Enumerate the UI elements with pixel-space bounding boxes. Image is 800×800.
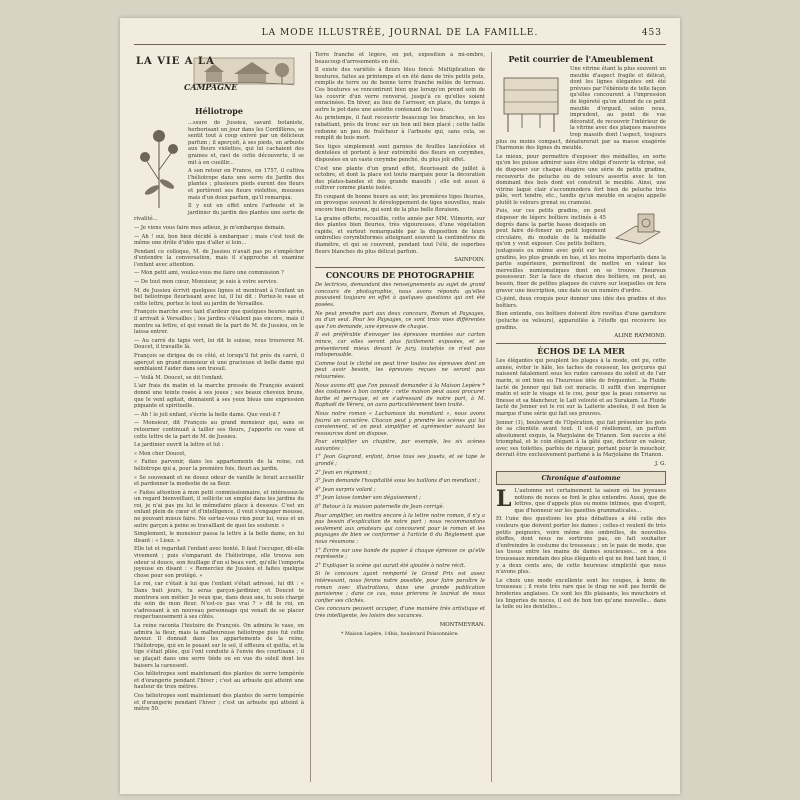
- article-paragraph: La reine raconta l'histoire de François. On admira le vase, on admira la fleur, mais la malheureuse héliotrope puis fut cette faveur. Il donnait dans les appartements de la reine, l'héliotrope, qui en le posant sur le sol, il effleura et quitta, et la tige s'était pliée, qui l'ont conduite à l'envie des courtisans ; il se plaçait dans une serre tiède ou en vue du soleil dont les baisers la caressent.: [134, 622, 304, 669]
- article-paragraph: ...ssure de Jussieu, savant botaniste, herborisant un jour dans les Cordillères, se sentit tout à coup enivré par un délicieux parfum ; il aperçoit, à ses pieds, un arbuste aux fleurs violettes, qui lui cachaient des graines et, ravi de cette découverte, il se mit à en cueillir...: [188, 120, 304, 166]
- concours-paragraph: Pour amplifier, on mettra encore à la lettre notre roman, il n'y a pas besoin d'explication de notre part ; nous recommandons seulement aux amateurs qui concourent pour le roman et les paysages de bien se conformer à l'article 6 du Règlement que nous résumons :: [315, 512, 485, 545]
- concours-paragraph: Si le concours ayant remporté le Grand Prix est assez intéressant, nous ferons notre possible, pour faire paraître le roman avec illustrations, dans une grande publication parisienne ; dans ce cas, nous prierons le lauréat de nous confier ses clichés.: [315, 571, 485, 604]
- article-paragraph: « Faites attention à mon petit commissionnaire, et intéressez-le un regard bienveillant, il sollicite un emploi dans les jardins du roi, je n'ai pas pu lui le mêmefaire place à dessous. C'est un enfant plein de cœur et d'intelligence, il veut s'engager mousse, ne pouvant mieux faire. Ne sortez-vous rien pour lui, vous et un autre garçon à peine se travaillant de quoi les soutenir. »: [134, 489, 304, 529]
- article-paragraph: — Mon petit ami, voulez-vous me faire une commission ?: [134, 270, 284, 277]
- column-3: [496, 52, 666, 782]
- concours-paragraph: Comme tout le cliché on peut tirer toutes les épreuves dont on peut avoir besoin, les épreuves reçues ne seront pas retournées.: [315, 360, 485, 380]
- article-paragraph: « Mon cher Doucet,: [134, 450, 187, 457]
- article-paragraph: En coupant de bonne heure au soir, les premières tiges fleuries, on provoque souvent le développement de tiges nouvelles, mais encore bien fleuries, qui sont de la plus belle floraison.: [315, 193, 485, 214]
- concours-list-item: 4° Jean surpris volant ;: [315, 486, 376, 493]
- article-paragraph: François se dirigea de ce côté, et lorsqu'il fut près du carré, il aperçut un grand monsieur et une gracieuse et belle dame qui semblaient l'aider dans son travail.: [134, 353, 304, 373]
- article-paragraph: François marche avec tant d'ardeur que quelques heures après, il arrivait à Versailles ; les jardins s'étalent pas encore, mais il montre sa lettre, et qui venait de la part de M. de Jussieu, on le laissa entrer.: [134, 309, 304, 336]
- chronique-paragraph: Et l'une des questions les plus débattues a été celle des couleurs que doivent porter les dames ; celles-ci veulent de très petits peignoirs, voire même des ombrelles, de nouvelles étoffes, dont nous ne sortirons pas, on fait souhaiter d'enfreindre le costume du trousseau ; on le paie de mode, que les tissus entre les mains de dames soucieuses... on a des trousseaux mondain des plus élégants et qui ne font tant bien, il y a deux cents ans, de cette heureuse simplicité que nous n'avons plus.: [496, 516, 666, 576]
- concours-list-item: 6° Retour à la maison paternelle de Jean corrigé.: [315, 504, 445, 511]
- medal-box-sketch: [610, 208, 666, 248]
- newspaper-page: [120, 18, 680, 794]
- chronique-paragraph: [496, 488, 666, 514]
- column-divider: [491, 52, 492, 782]
- article-paragraph: — Au carré du tapis vert, loi dit le suisse, vous trouverez M. Doucet, il travaille là.: [134, 337, 304, 351]
- concours-title: CONCOURS DE PHOTOGRAPHIE: [325, 270, 475, 281]
- article-paragraph: Puis, sur ces petits gradins, on peut disposer de légers boîtiers inclinés à 45 degrés dans la partie basse desquels on peut faire dé-fonser un petit logement circulaire, du module de la médaille qu'on y veut exposer. Ces petits boîtiers, juxtaposés ou même avec goût sur les gradins, les plus grands en bas, et les moins importants dans la partie supérieure, permettront de mettre en valeur les merveilles numismatiques dont on se trouve l'heureux possesseur. Sur la face de chacun des boîtiers, on peut, au besoin, fixer de petites plaques de cuivre sur lesquelles on fera graver une inscription, une date ou un numéro d'ordre.: [496, 208, 666, 294]
- page-number: 453: [641, 28, 662, 38]
- ameublement-title: Petit courrier de l'Ameublement: [508, 54, 654, 64]
- drop-cap-ornament: L: [496, 486, 512, 513]
- concours-paragraph: Nous notre roman « Lachamoun du mendiant », nous avons fourni un caractère. Chacun peut y prendre les scènes qui lui conviennent, et on peut simplifier et agrémenter suivant les ressources dont on dispose.: [315, 410, 485, 437]
- footnote: * Maison Lepère, 14bis, boulevard Poissonnière.: [341, 631, 459, 637]
- article-paragraph: Le jardinier ouvrit la lettre et lut :: [134, 442, 224, 449]
- article-paragraph: L'air frais du matin et la marche pressée de François avaient donné une teinte rosée à ses joues ; ses beaux cheveux bruns, que le vent agitait, donnaient à ses yeux bleus une expression piquante et spirituelle.: [134, 383, 304, 410]
- article-paragraph: Les élégantes qui peuplent les plages à la mode, ont pu, cette année, éviter le hâle, les taches de rousseur, les gerçures qui naissent fatalement sous les rudes caresses du soleil et de l'air marin, si ont bien eu l'heureuse idée de fréquenter... la Fluide lacté de Jenner qui fait cet miracle. Il suffit d'en imprégner matin et soir le visage et le cou, pour que la peau conserve sa finesse et sa blancheur, le Lait velouté et au Surakam. Le Fluide lacté de Jenner est le roi sur la Laiterie absolue, il est bien la marque d'une série qui fait ses preuves.: [496, 358, 666, 417]
- article-paragraph: Pendant ce colloque, M. de Jussieu n'avait pas pu s'empêcher d'entendre la conversation, mais il s'approche et examine l'enfant avec attention.: [134, 248, 304, 268]
- concours-list-item: 1° Écrire sur une bande de papier à chaque épreuve ce qu'elle représente ;: [315, 547, 485, 561]
- article-paragraph: Au printemps, il faut recouvrir beaucoup les branches, en les rabattant, près du tronc sur un bon œil bien placé ; cette taille redonne un peu de fraîcheur à l'arbuste qui, sans cela, se remplit de bois mort.: [315, 115, 485, 142]
- article-paragraph: Bien entendu, ces boîtiers doivent être revêtus d'une garniture (peluche ou velours), appareillée à l'étoffe qui recouvre les gradins.: [496, 311, 666, 331]
- article-paragraph: — De tout mon cœur, Monsieur, je suis à votre service.: [134, 279, 279, 286]
- article-paragraph: « Se souvenant et ne douez odeur de vanille le ferait accueillir et pardonner la modestie de sa fleur.: [134, 474, 304, 488]
- section-divider: [496, 343, 666, 344]
- article-paragraph: Le roi, car c'était à lui que l'enfant s'était adressé, lui dit : « Dans huit jours, tu seras garçon-jardinier, et Doucet te montrera son métier. Je veux que, dans deux ans, tu sois chargé du soin de mon fleur. N'est-ce pas vrai ? » dit le roi, en s'adressant à un nouveau personnage qui venait de se placer respectueusement à ses côtés.: [134, 581, 304, 621]
- article-paragraph: Une vitrine étant la plus souvent un meuble d'aspect fragile et délicat, dont les lignes élégantes ont été prévues par l'ébéniste de telle façon qu'elles concourent à l'impression de légèreté qu'on attend de ce petit meuble d'orgueil, selon nous, imprudent, au point de vue décoratif, de recouvrir l'intérieur de la vitrine avec des plaques massives trop massifs dont l'aspect, toujours plus ou moins compact, dénaturerait par sa masse exagérée l'harmonie des lignes du meuble.: [496, 66, 666, 152]
- article-paragraph: Jenner (1), boulevard de l'Opération, qui fait présenter les pots de sa clientèle avant tout. Il est-il réellement, un parfum absolument exquis, la Marjolaine de Trianon. Son succès a été triomphal, et le coin élégant à la gâté que, docteur en valeur, avec ses toilettes, parfois de rigueur, portant pour le mouchoir, devrait être exclusivement parfumé à la Marjolaine de Trianon.: [496, 419, 666, 459]
- header-rule: [134, 44, 666, 45]
- article-paragraph: — Monsieur, dit François au grand monsieur qui, sans se retourner continuait à tailler ses fleurs, j'apporte ce vase et cette lettre de la part de M. de Jussieu.: [134, 420, 304, 440]
- chronique-banner: Chronique d'automne: [496, 471, 666, 485]
- concours-paragraph: Nous avons dit que l'on pouvait demander à la Maison Lepère * des costumes à bon compte : cette maison peut aussi procurer barbe et perruque, et en s'adressant de notre part, à M. Raphaël de Vérera, on aura particulièrement bien traité.: [315, 382, 485, 409]
- section-divider: [315, 267, 485, 268]
- concours-paragraph: De lectrices, demandant des renseignements au sujet de grand concours de photographie, nous avons répondu qu'elles pouvaient toujours en effet à quelques questions qui ont été posées.: [315, 282, 485, 308]
- heliotrope-subtitle: Héliotrope: [195, 106, 243, 116]
- article-paragraph: Ces héliotropes sont maintenant des plantes de serre tempérée et d'orangerie pendant l'hiver ; c'est au arbuste qui atteint une hauteur de trois mètres.: [134, 671, 304, 691]
- chronique-paragraph: Le choix une mode excellente sont les coupes, à bons de trousseau ; il reste très rare que le drap ne soit pas bordé de broderies anglaises. Ce sont les fils plaisants, les mouchoirs et les lingeries de noces, il est de bon ton qu'une nouvelle... dans la toile ou les dentelles...: [496, 577, 666, 611]
- article-paragraph: M. de Jussieu écrivit quelques lignes et montrant à l'enfant un bel héliotrope fleurissant avec lui, il lui dit : Portez-le vase et cette lettre, portez le tout au jardin de Versailles.: [134, 287, 304, 307]
- echos-title: ÉCHOS DE LA MER: [537, 346, 625, 357]
- running-header: [120, 28, 680, 42]
- article-paragraph: — Ah ! oui, bon bien décidé à embarquer ; mais c'est tout de même une drôle d'idée que d'aller si loin...: [134, 233, 304, 247]
- column-divider: [310, 52, 311, 782]
- signature-aline-raymond: ALINE RAYMOND.: [614, 333, 666, 340]
- concours-list-item: 3° Jean demande l'hospitalité sous les haillons d'un mendiant ;: [315, 478, 481, 485]
- concours-list-item: 2° Expliquer la scène qui aurait été ajoutée à notre récit.: [315, 562, 466, 569]
- concours-paragraph: Ces concours peuvent occuper, d'une manière très artistique et très intelligente, les loisirs des vacances.: [315, 606, 485, 619]
- concours-list-item: 1° Jean Gagrand, enfant, brise tous ses jouets, et se tape le grondé ;: [315, 454, 485, 468]
- article-paragraph: « Faites parvenir, dans les appartements de la reine, cet héliotrope qui a, pour la première fois, fleuri au jardin.: [134, 459, 304, 472]
- vie-campagne-title-block: [134, 52, 304, 104]
- concours-list-item: 5° Jean laisse tomber son déguisement ;: [315, 495, 421, 502]
- article-paragraph: Ces héliotropes sont maintenant des plantes de serre tempérée et d'orangerie pendant l'hiver ; c'est un arbuste qui atteint à mètre 50.: [134, 692, 304, 713]
- article-paragraph: — Voilà M. Doucet, se dit l'enfant.: [134, 374, 224, 381]
- chronique-text: L'automne est certainement la saison où les joyeuses notions de noces se font le plus entendre. Aussi, que de lettres, que d'appels plus ou moins intimes, que d'esprit, que d'honneur sur les gazettes grammaticales...: [514, 488, 666, 514]
- article-paragraph: Il y eut en effet entre l'arbuste et le jardinier du jardin des plantes une sorte de rivalité...: [134, 203, 304, 223]
- article-paragraph: — Je viens vous faire mes adieux, je m'embarque demain.: [134, 224, 286, 231]
- column-2: [315, 52, 485, 782]
- concours-paragraph: Ne peut prendre part aux deux concours, Roman et Paysages, ou d'un seul. Pour les Paysages, ce sont trois vues différentes que l'on demande, une épreuve de chaque.: [315, 310, 485, 330]
- heliotrope-plant-illustration: [134, 120, 184, 210]
- signature-sainfoin: SAINFOIN.: [454, 257, 485, 264]
- article-paragraph: Terre franche et légère, en pot, exposition à mi-ombre, beaucoup d'arrosements en été.: [315, 52, 485, 65]
- article-paragraph: Le mieux, pour permettre d'exposer des médailles, en sorte qu'on les puisse admirer sans être obligé d'ouvrir la vitrine, est de disposer sur chaque étagère une série de petits gradins, recouverts de peluche ou de velours assortis avec le ton dominant des bois dont est construit le meuble. Ainsi, une vitrine laqué clair s'accommodera fort bien de peluche très pâle, vert tendre, etc., tandis qu'un meuble en acajou appelle plutôt le velours grenat ou cramoisi.: [496, 153, 666, 206]
- display-case-sketch: [496, 66, 566, 136]
- signature-jg: J. G.: [655, 461, 666, 468]
- article-paragraph: Il existe des variétés à fleurs bleu foncé. Multiplication de boutures, faites au printemps et en été dans de très petits pots, remplis de terre ou de bonne terre franche mêlée de terreau. Ces boutures se rencontrent bien que lorsqu'on prend soin de les couvrir d'un verre renversé, jusqu'à ce qu'elles soient enracinées. En hiver, au lieu de l'arroser, en place, du temps à autre le pot dans une assiette contenant de l'eau.: [315, 67, 485, 113]
- concours-paragraph: Pour simplifier un chapitre, par exemple, les six scènes suivantes :: [315, 439, 485, 452]
- article-paragraph: Ses tiges simplement sont garnies de feuilles lancéolées et dentelées et portent à leur extrémité des fleurs en corymbes, disposées en un vaste corymbe penché, du plus joli effet.: [315, 143, 485, 163]
- running-title: LA MODE ILLUSTRÉE, JOURNAL DE LA FAMILLE.: [261, 28, 539, 38]
- concours-list-item: 2° Jean en régiment ;: [315, 469, 372, 476]
- article-paragraph: Ci-joint, deux croquis pour donner une idée des gradins et des boîtiers.: [496, 296, 666, 309]
- article-paragraph: C'est une plante d'un grand effet, fleurissant de juillet à octobre, et dont la place est toute marquée pour la décoration des plates-bandes et des grands massifs ; elle est aussi à cultiver comme plante isolée.: [315, 165, 485, 192]
- article-paragraph: Elle lut et regardait l'enfant avec bonté. Il faut l'occuper, dit-elle vivement ; puis s'emparant de l'héliotrope, elle trouva son odeur si douce, son feuillage d'un si beau vert, qu'elle l'emporta joyeuse en disant : « Remerciez de Jussieu et faites quelque chose pour son protégé. »: [134, 546, 304, 579]
- article-paragraph: — Ah ! le joli enfant, s'écrie la belle dame. Que veut-il ?: [134, 411, 281, 418]
- article-paragraph: Simplement, le monsieur passa la lettre à la belle dame, en lui disant : « Lisez. »: [134, 531, 304, 544]
- signature-montmeyran: MONTMEYRAN.: [439, 621, 485, 628]
- article-paragraph: La graine offerte, recueillie, cette année par MM. Vilmorin, sur des plantes bien fleuries, très vigoureuses, d'une végétation rapide, et surtout remarquable par la disposition de leurs ombrelles corymbiformes atteignant souvent la centimètres de diamètre, et qui se couvrent, pendant tout l'été, de superbes fleurs blanches du plus délicat parfum.: [315, 215, 485, 255]
- article-paragraph: A son retour en France, en 1757, il cultiva l'héliotrope dans une serre du Jardin des plantes ; plusieurs pieds eurent des fleurs et portèrent ses fleurs violettes, mousses mais d'un doux parfum, qu'il remarqua.: [188, 168, 304, 201]
- campagne-title: CAMPAGNE: [184, 82, 238, 92]
- column-1: [134, 52, 304, 782]
- vie-a-la-title: LA VIE A LA: [136, 56, 215, 67]
- concours-paragraph: Il est préférable d'envoyer les épreuves montées sur carton mince, car elles seront plus facilement exposées, et se présenteront mieux devant le jury, toutefois ce n'est pas indispensable.: [315, 332, 485, 359]
